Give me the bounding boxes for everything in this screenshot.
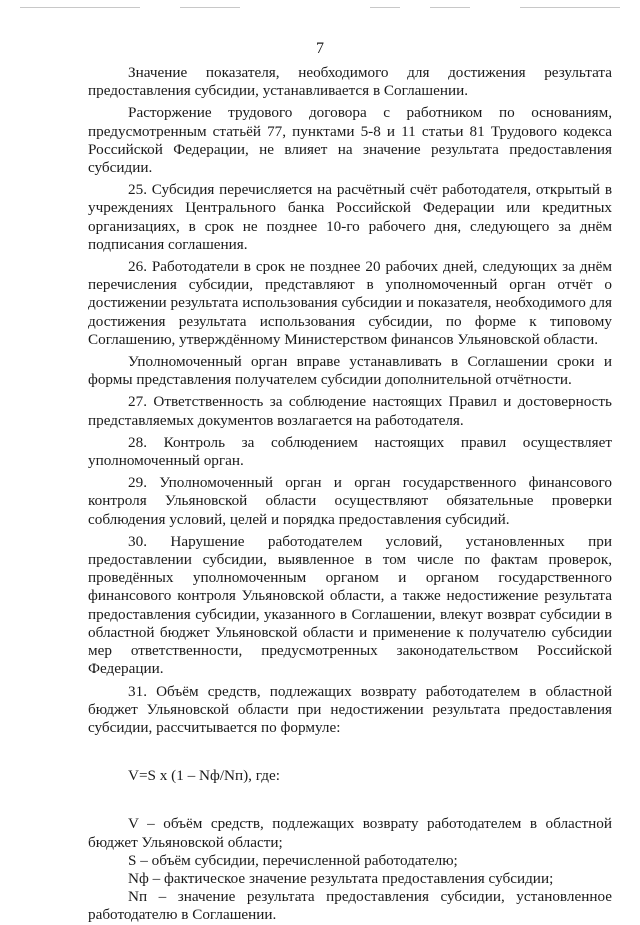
formula: V=S x (1 – Nф/Nп), где: xyxy=(128,767,280,785)
paragraph: 28. Контроль за соблюдением настоящих правил осуществляет уполномоченный орган. xyxy=(88,433,612,470)
definition: V – объём средств, подлежащих возврату работодателем в областной бюджет Ульяновской области; xyxy=(88,815,612,851)
scan-edge-line xyxy=(520,7,620,8)
paragraph: 27. Ответственность за соблюдение настоящих Правил и достоверность представляемых документов возлагается на работодателя. xyxy=(88,393,612,429)
paragraph: 30. Нарушение работодателем условий, установленных при предоставлении субсидии, выявленное в том числе по фактам проверок, проведённых уполномоченным органом и органом государственного финансового контроля Ульяновской области, а также недостижение результата предоставления субсидии, указанного в Соглашении, влекут возврат субсидии в областной бюджет Ульяновской области и применение к получателю субсидии мер ответственности, предусмотренных законодательством Российской Федерации. xyxy=(88,532,612,678)
definition: Nп – значение результата предоставления субсидии, установленное работодателю в Соглашении. xyxy=(88,888,612,924)
definition: S – объём субсидии, перечисленной работодателю; xyxy=(128,851,458,869)
paragraph: 29. Уполномоченный орган и орган государственного финансового контроля Ульяновской области осуществляют обязательные проверки соблюдения условий, целей и порядка предоставления субсидий. xyxy=(88,474,612,528)
scan-edge-line xyxy=(430,7,470,8)
paragraph: 31. Объём средств, подлежащих возврату работодателем в областной бюджет Ульяновской области при недостижении результата предоставления субсидии, рассчитывается по формуле: xyxy=(88,682,612,736)
paragraph: Уполномоченный орган вправе устанавливать в Соглашении сроки и формы представления получателем субсидии дополнительной отчётности. xyxy=(88,353,612,389)
definition: Nф – фактическое значение результата предоставления субсидии; xyxy=(128,869,554,887)
paragraph: 25. Субсидия перечисляется на расчётный счёт работодателя, открытый в учреждениях Центрального банка Российской Федерации или кредитных организациях, в срок не позднее 10-го рабочего дня, следующего за днём подписания соглашения. xyxy=(88,181,612,253)
paragraph: 26. Работодатели в срок не позднее 20 рабочих дней, следующих за днём перечисления субсидии, представляют в уполномоченный орган отчёт о достижении результата использования субсидии и показателя, необходимого для достижения результата использования субсидии, по форме к типовому Соглашению, утверждённому Министерством финансов Ульяновской области. xyxy=(88,258,612,348)
scan-edge-line xyxy=(20,7,140,8)
page-number: 7 xyxy=(316,40,324,57)
paragraph: Значение показателя, необходимого для достижения результата предоставления субсидии, устанавливается в Соглашении. xyxy=(88,64,612,100)
paragraph: Расторжение трудового договора с работником по основаниям, предусмотренным статьёй 77, пунктами 5-8 и 11 статьи 81 Трудового кодекса Российской Федерации, не влияет на значение результата предоставления субсидии. xyxy=(88,104,612,177)
scan-edge-line xyxy=(180,7,240,8)
document-body xyxy=(88,64,612,925)
scan-edge-line xyxy=(370,7,400,8)
